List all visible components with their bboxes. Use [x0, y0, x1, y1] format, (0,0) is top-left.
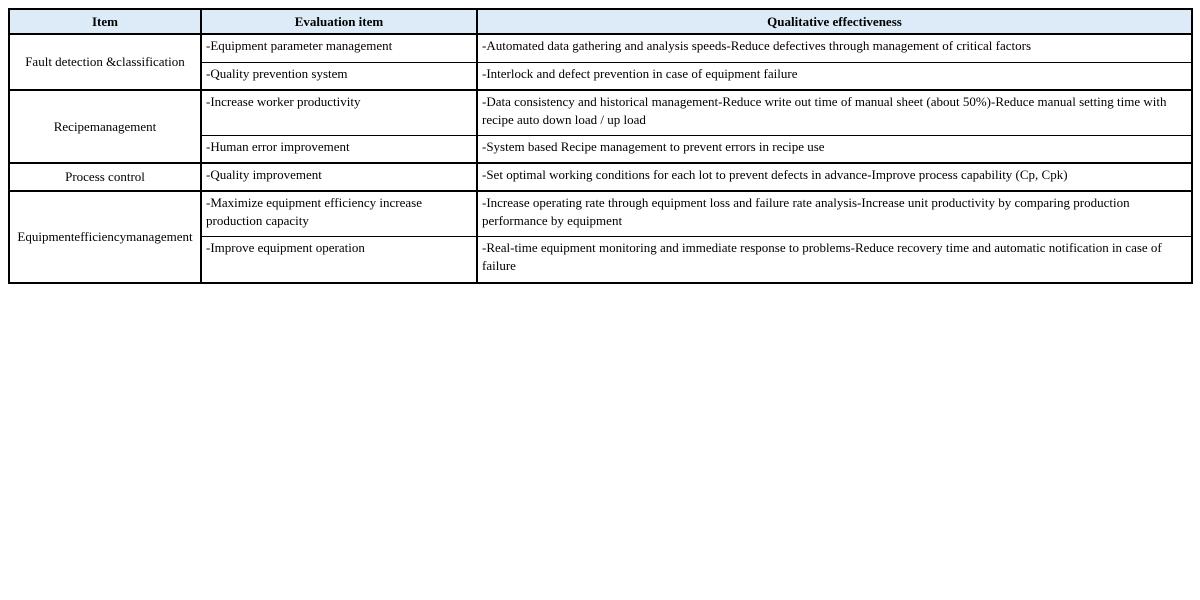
effectiveness-cell: -Real-time equipment monitoring and immediate response to problems-Reduce recovery time and automatic notification in case of failure [477, 237, 1192, 284]
qualitative-effectiveness-table [8, 8, 1193, 284]
column-header-qualitative-effectiveness: Qualitative effectiveness [477, 9, 1192, 34]
effectiveness-cell: -Set optimal working conditions for each lot to prevent defects in advance-Improve process capability (Cp, Cpk) [477, 163, 1192, 191]
header-row [9, 9, 1192, 34]
column-header-item: Item [9, 9, 201, 34]
table-row [9, 163, 1192, 191]
item-cell-equipment-efficiency: Equipmentefficiencymanagement [9, 191, 201, 283]
table-row [9, 34, 1192, 63]
evaluation-cell: -Human error improvement [201, 136, 477, 164]
evaluation-cell: -Maximize equipment efficiency increase production capacity [201, 191, 477, 237]
evaluation-cell: -Quality prevention system [201, 63, 477, 91]
effectiveness-cell: -System based Recipe management to prevent errors in recipe use [477, 136, 1192, 164]
item-cell-process-control: Process control [9, 163, 201, 191]
evaluation-cell: -Equipment parameter management [201, 34, 477, 63]
effectiveness-cell: -Increase operating rate through equipment loss and failure rate analysis-Increase unit productivity by comparing production performance by equipment [477, 191, 1192, 237]
table-row [9, 191, 1192, 237]
effectiveness-cell: -Automated data gathering and analysis speeds-Reduce defectives through management of critical factors [477, 34, 1192, 63]
item-cell-recipe-management: Recipemanagement [9, 90, 201, 163]
evaluation-cell: -Quality improvement [201, 163, 477, 191]
evaluation-cell: -Improve equipment operation [201, 237, 477, 284]
column-header-evaluation-item: Evaluation item [201, 9, 477, 34]
evaluation-cell: -Increase worker productivity [201, 90, 477, 136]
effectiveness-cell: -Data consistency and historical management-Reduce write out time of manual sheet (about 50%)-Reduce manual setting time with recipe auto down load / up load [477, 90, 1192, 136]
item-cell-fault-detection: Fault detection &classification [9, 34, 201, 90]
effectiveness-cell: -Interlock and defect prevention in case of equipment failure [477, 63, 1192, 91]
table-row [9, 90, 1192, 136]
